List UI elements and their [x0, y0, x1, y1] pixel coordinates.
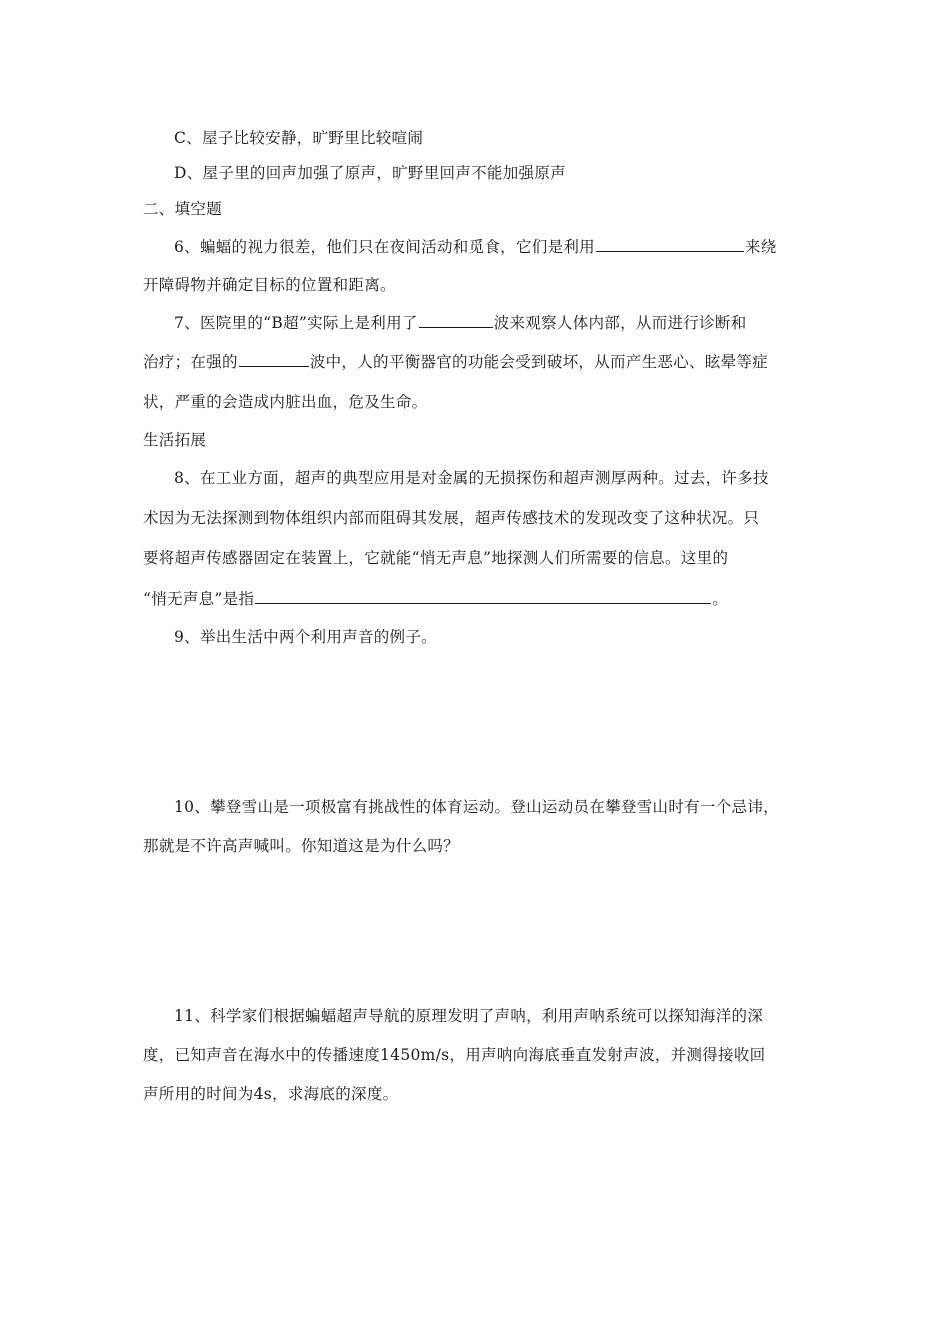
q7-answer-blank-1[interactable] [419, 313, 493, 328]
q7-text-a: 7、医院里的“B超”实际上是利用了 [174, 314, 418, 332]
q7-answer-blank-2[interactable] [239, 352, 309, 367]
q8-answer-blank[interactable] [255, 589, 711, 604]
question-10-line-1: 10、攀登雪山是一项极富有挑战性的体育运动。登山运动员在攀登雪山时有一个忌讳， [174, 798, 779, 816]
question-8-line-3: 要将超声传感器固定在装置上，它就能“悄无声息”地探测人们所需要的信息。这里的 [143, 549, 729, 567]
q6-answer-blank[interactable] [596, 237, 744, 252]
question-8-line-1: 8、在工业方面，超声的典型应用是对金属的无损探伤和超声测厚两种。过去，许多技 [174, 469, 769, 487]
question-7-line-3: 状，严重的会造成内脏出血，危及生命。 [143, 393, 428, 411]
question-8-line-4 [143, 589, 728, 609]
section-heading-fill-blank: 二、填空题 [143, 200, 223, 218]
question-10-line-2: 那就是不许高声喊叫。你知道这是为什么吗？ [143, 837, 460, 855]
question-7-line-1 [174, 313, 747, 333]
q8-text-b: 。 [712, 590, 729, 608]
question-7-line-2 [143, 352, 768, 372]
q7-text-b: 波来观察人体内部，从而进行诊断和 [493, 314, 747, 332]
q6-text-b: 来绕 [744, 238, 777, 256]
q7-text-c: 治疗；在强的 [143, 353, 238, 371]
question-11-line-1: 11、科学家们根据蝙蝠超声导航的原理发明了声呐，利用声呐系统可以探知海洋的深 [174, 1007, 764, 1025]
option-c: C、屋子比较安静，旷野里比较喧闹 [174, 129, 424, 147]
q7-text-d: 波中，人的平衡器官的功能会受到破坏，从而产生恶心、眩晕等症 [309, 353, 769, 371]
question-11-line-3: 声所用的时间为4s，求海底的深度。 [143, 1085, 399, 1103]
option-d: D、屋子里的回声加强了原声，旷野里回声不能加强原声 [174, 164, 566, 182]
q6-text-a: 6、蝙蝠的视力很差，他们只在夜间活动和觅食，它们是利用 [174, 238, 595, 256]
section-heading-life-extension: 生活拓展 [143, 431, 207, 449]
question-8-line-2: 术因为无法探测到物体组织内部而阻碍其发展，超声传感技术的发现改变了这种状况。只 [143, 509, 760, 527]
question-9: 9、举出生活中两个利用声音的例子。 [174, 628, 437, 646]
question-6-line-1 [174, 237, 777, 257]
question-11-line-2: 度，已知声音在海水中的传播速度1450m/s，用声呐向海底垂直发射声波，并测得接收回 [143, 1046, 766, 1064]
q8-text-a: “悄无声息”是指 [143, 590, 255, 608]
question-6-line-2: 开障碍物并确定目标的位置和距离。 [143, 276, 396, 294]
